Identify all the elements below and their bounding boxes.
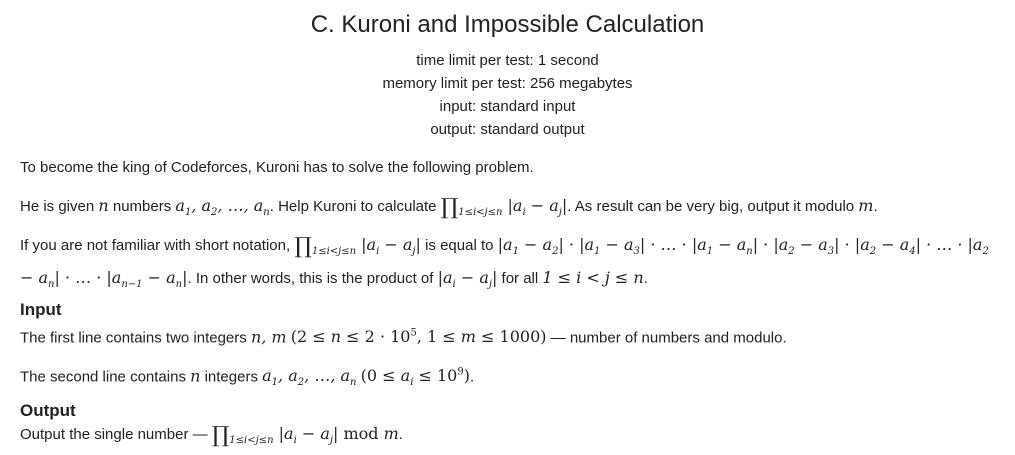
math-expansion: $|a_1 - a_2| \cdot |a_1 - a_3|$ · … · $|a_1 - a_n| \cdot |a_2 - a_3| \cdot |a_2 - a_4|$ · … · $|a_2 - a_n|$ · … · $|a_{n-1} - a_n|$ [20,235,989,291]
problem-limits [0,49,1015,141]
input-file: input: standard input [439,98,576,115]
math-sequence: $a_1$, $a_2$, …, $a_n$ [262,366,357,389]
problem-header [0,0,1015,141]
math-m: m [858,196,874,215]
output-heading: Output [20,401,76,420]
math-n: n [190,366,201,386]
input-text: integers [200,368,263,386]
math-abs-diff: $|a_i - a_j|$ [437,268,498,291]
input-heading: Input [20,300,62,319]
input-text: — number of numbers and modulo. [546,329,787,347]
statement-text: He is given [20,198,99,215]
math-constraints: ($2 \le n \le 2 \cdot 10^5$, 1 ≤ m ≤ 1000) [290,327,547,347]
statement-text: . Help Kuroni to calculate [269,198,441,215]
input-text: The first line contains two integers [20,329,251,347]
output-line-1: Output the single number — $\prod_{1\le i<j\le n}$ $|a_i - a_j|$ mod m. [20,423,403,448]
statement-text: If you are not familiar with short notation, [20,237,295,254]
math-product: $\prod_{1\le i<j\le n}$ $|a_i - a_j|$ [294,234,421,259]
input-line-2: The second line contains n integers $a_1$, $a_2$, …, $a_n$ $(0 \le a_i \le 10^9)$. [20,366,475,389]
memory-limit: memory limit per test: 256 megabytes [382,75,633,92]
statement-text: is equal to [420,237,498,254]
math-sequence: $a_1$, $a_2$, …, $a_n$ [175,196,270,219]
math-product: $\prod_{1\le i<j\le n}$ $|a_i - a_j|$ [440,195,568,220]
statement-text: numbers [108,198,176,215]
statement-text: . As result can be very big, output it modulo [567,198,859,215]
statement-paragraph-2: He is given n numbers $a_1$, $a_2$, …, $a_n$. Help Kuroni to calculate $\prod_{1\le i<j\le n}$ $|a_i - a_j|$. As result can be very big, output it modulo m. [20,195,878,220]
output-text: Output the single number — [20,426,212,443]
input-text: The second line contains [20,368,191,386]
statement-text: . In other words, this is the product of [187,270,438,288]
statement-paragraph-3: If you are not familiar with short notation, $\prod_{1\le i<j\le n}$ $|a_i - a_j|$ is equal to $|a_1 - a_2| \cdot |a_1 - a_3|$ · … · $|a_1 - a_n| \cdot |a_2 - a_3| \cdot |a_2 - a_4|$ · … · $|a_2 - a_n|$ · … · $|a_{n-1} - a_n|$. In other words, this is the product of $|a_i - a_j|$ for all 1 ≤ i < j ≤ n. [20,234,989,291]
math-range: 1 ≤ i < j ≤ n [542,268,644,288]
input-line-1 [20,322,787,350]
math-n: n [98,196,109,215]
statement-text: To become the king of Codeforces, Kuroni has to solve the following problem. [20,159,534,176]
output-file: output: standard output [430,121,585,138]
math-n-m: n, m [250,327,287,347]
math-value-range: $(0 \le a_i \le 10^9)$ [360,366,470,389]
statement-text: for all [497,270,543,288]
time-limit: time limit per test: 1 second [416,52,599,69]
problem-title: C. Kuroni and Impossible Calculation [310,11,705,38]
math-output-expression: $\prod_{1\le i<j\le n}$ $|a_i - a_j|$ mod m [211,423,399,448]
statement-paragraph-1 [20,158,534,178]
